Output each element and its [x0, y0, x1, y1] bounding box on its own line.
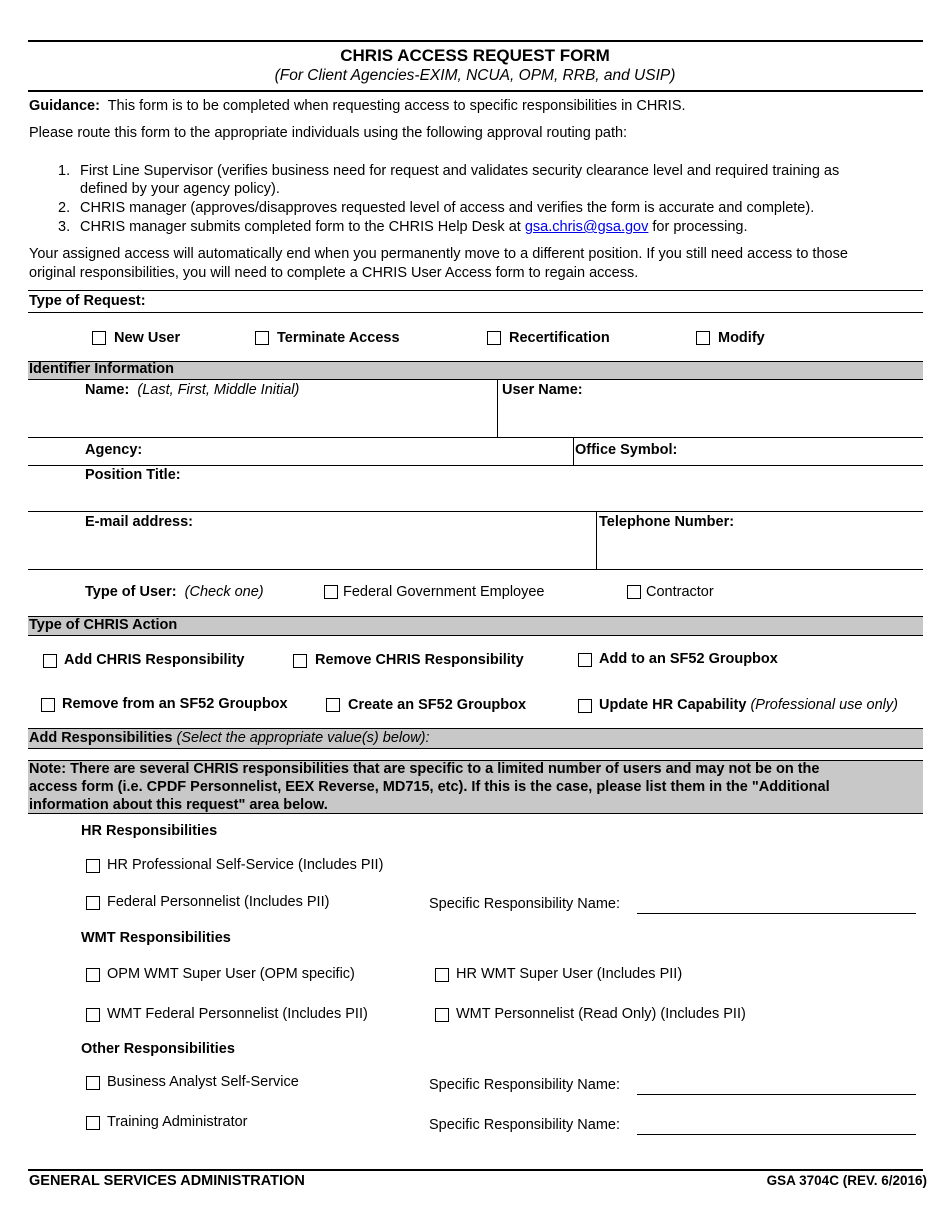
add-sf52-groupbox-label: Add to an SF52 Groupbox	[599, 651, 778, 667]
step-1-num: 1.	[58, 163, 71, 179]
chris-action-header: Type of CHRIS Action	[29, 617, 178, 633]
update-hr-capability-hint: (Professional use only)	[750, 697, 898, 713]
request-type-label: Type of Request:	[29, 293, 146, 309]
wmt-responsibilities-header: WMT Responsibilities	[81, 930, 231, 946]
footer-agency: GENERAL SERVICES ADMINISTRATION	[29, 1173, 305, 1189]
telephone-label: Telephone Number:	[599, 514, 735, 530]
federal-employee-checkbox[interactable]	[324, 585, 338, 599]
name-hint: (Last, First, Middle Initial)	[137, 382, 300, 398]
step-1-line2: defined by your agency policy).	[80, 181, 280, 197]
username-label: User Name:	[502, 382, 583, 398]
recertification-checkbox[interactable]	[487, 331, 501, 345]
access-note-line1: Your assigned access will automatically end when you permanently move to a different position. If you still need access to those	[29, 246, 848, 262]
top-rule	[28, 40, 923, 42]
hr-wmt-super-user-checkbox[interactable]	[435, 968, 449, 982]
step-2-line1: CHRIS manager (approves/disapproves requested level of access and verifies the form is accurate and complete).	[80, 200, 815, 216]
user-type-field	[85, 584, 264, 600]
add-chris-responsibility-checkbox[interactable]	[43, 654, 57, 668]
step-3-num: 3.	[58, 219, 71, 235]
new-user-checkbox[interactable]	[92, 331, 106, 345]
specific-responsibility-label: Specific Responsibility Name:	[429, 1077, 620, 1093]
add-responsibilities-title: Add Responsibilities	[29, 730, 173, 746]
modify-checkbox[interactable]	[696, 331, 710, 345]
name-field[interactable]	[85, 382, 299, 398]
rule	[28, 813, 923, 814]
training-administrator-label: Training Administrator	[107, 1114, 248, 1130]
hr-professional-label: HR Professional Self-Service (Includes PII)	[107, 857, 384, 873]
remove-sf52-groupbox-label: Remove from an SF52 Groupbox	[62, 696, 288, 712]
create-sf52-groupbox-label: Create an SF52 Groupbox	[348, 697, 527, 713]
federal-personnelist-checkbox[interactable]	[86, 896, 100, 910]
terminate-access-label: Terminate Access	[277, 330, 400, 346]
update-hr-capability-checkbox[interactable]	[578, 699, 592, 713]
guidance-label: Guidance:	[29, 98, 100, 114]
add-responsibilities-header	[29, 730, 430, 746]
add-chris-responsibility-label: Add CHRIS Responsibility	[64, 652, 245, 668]
rule	[28, 290, 923, 291]
guidance-text: This form is to be completed when requesting access to specific responsibilities in CHRIS.	[107, 98, 686, 114]
help-desk-email-link[interactable]: gsa.chris@gsa.gov	[524, 219, 649, 235]
wmt-federal-personnelist-label: WMT Federal Personnelist (Includes PII)	[107, 1006, 368, 1022]
specific-responsibility-input[interactable]	[637, 1094, 916, 1095]
specific-responsibility-label: Specific Responsibility Name:	[429, 896, 620, 912]
rule	[28, 465, 923, 466]
footer-form-number: GSA 3704C (REV. 6/2016)	[766, 1173, 927, 1188]
add-responsibilities-hint: (Select the appropriate value(s) below):	[176, 730, 430, 746]
remove-chris-responsibility-checkbox[interactable]	[293, 654, 307, 668]
form-subtitle: (For Client Agencies-EXIM, NCUA, OPM, RRB, and USIP)	[274, 67, 676, 84]
note-line1: Note: There are several CHRIS responsibilities that are specific to a limited number of users and may not be on the	[29, 761, 820, 777]
update-hr-capability-label: Update HR Capability	[599, 697, 747, 713]
form-title: CHRIS ACCESS REQUEST FORM	[340, 46, 610, 65]
position-title-label: Position Title:	[85, 467, 181, 483]
terminate-access-checkbox[interactable]	[255, 331, 269, 345]
user-type-label: Type of User:	[85, 584, 177, 600]
rule	[28, 437, 923, 438]
step-1-line1: First Line Supervisor (verifies business need for request and validates security clearance level and required training as	[80, 163, 840, 179]
wmt-personnelist-read-only-label: WMT Personnelist (Read Only) (Includes PII)	[456, 1006, 746, 1022]
opm-wmt-super-user-label: OPM WMT Super User (OPM specific)	[107, 966, 355, 982]
recertification-label: Recertification	[509, 330, 610, 346]
opm-wmt-super-user-checkbox[interactable]	[86, 968, 100, 982]
remove-chris-responsibility-label: Remove CHRIS Responsibility	[315, 652, 524, 668]
note-line2: access form (i.e. CPDF Personnelist, EEX Reverse, MD715, etc). If this is the case, please list them in the "Additional	[29, 779, 830, 795]
identifier-header: Identifier Information	[29, 361, 174, 377]
update-hr-capability-field	[599, 697, 898, 713]
specific-responsibility-input[interactable]	[637, 1134, 916, 1135]
hr-wmt-super-user-label: HR WMT Super User (Includes PII)	[456, 966, 683, 982]
footer-rule	[28, 1169, 923, 1171]
hr-professional-checkbox[interactable]	[86, 859, 100, 873]
divider	[596, 511, 597, 569]
remove-sf52-groupbox-checkbox[interactable]	[41, 698, 55, 712]
rule	[28, 569, 923, 570]
header-rule	[28, 90, 923, 92]
federal-employee-label: Federal Government Employee	[343, 584, 545, 600]
note-line3: information about this request" area below.	[29, 797, 328, 813]
step-3-text	[80, 219, 748, 235]
rule	[28, 635, 923, 636]
other-responsibilities-header: Other Responsibilities	[81, 1041, 235, 1057]
step-2-num: 2.	[58, 200, 71, 216]
name-label: Name:	[85, 382, 130, 398]
route-text: Please route this form to the appropriate individuals using the following approval routing path:	[29, 125, 628, 141]
create-sf52-groupbox-checkbox[interactable]	[326, 698, 340, 712]
hr-responsibilities-header: HR Responsibilities	[81, 823, 218, 839]
email-label: E-mail address:	[85, 514, 193, 530]
step-3-pre: CHRIS manager submits completed form to the CHRIS Help Desk at	[80, 219, 521, 235]
rule	[28, 748, 923, 749]
step-3-post: for processing.	[652, 219, 748, 235]
new-user-label: New User	[114, 330, 181, 346]
business-analyst-label: Business Analyst Self-Service	[107, 1074, 299, 1090]
rule	[28, 728, 923, 729]
contractor-checkbox[interactable]	[627, 585, 641, 599]
agency-label: Agency:	[85, 442, 143, 458]
federal-personnelist-label: Federal Personnelist (Includes PII)	[107, 894, 330, 910]
training-administrator-checkbox[interactable]	[86, 1116, 100, 1130]
user-type-hint: (Check one)	[184, 584, 264, 600]
divider	[497, 379, 498, 437]
rule	[28, 511, 923, 512]
divider	[573, 437, 574, 465]
rule	[28, 379, 923, 380]
office-symbol-label: Office Symbol:	[575, 442, 678, 458]
rule	[28, 312, 923, 313]
modify-label: Modify	[718, 330, 765, 346]
access-note-line2: original responsibilities, you will need to complete a CHRIS User Access form to regain access.	[29, 265, 639, 281]
specific-responsibility-input[interactable]	[637, 913, 916, 914]
guidance-paragraph	[29, 98, 686, 114]
contractor-label: Contractor	[646, 584, 714, 600]
specific-responsibility-label: Specific Responsibility Name:	[429, 1117, 620, 1133]
add-sf52-groupbox-checkbox[interactable]	[578, 653, 592, 667]
wmt-personnelist-read-only-checkbox[interactable]	[435, 1008, 449, 1022]
business-analyst-checkbox[interactable]	[86, 1076, 100, 1090]
wmt-federal-personnelist-checkbox[interactable]	[86, 1008, 100, 1022]
